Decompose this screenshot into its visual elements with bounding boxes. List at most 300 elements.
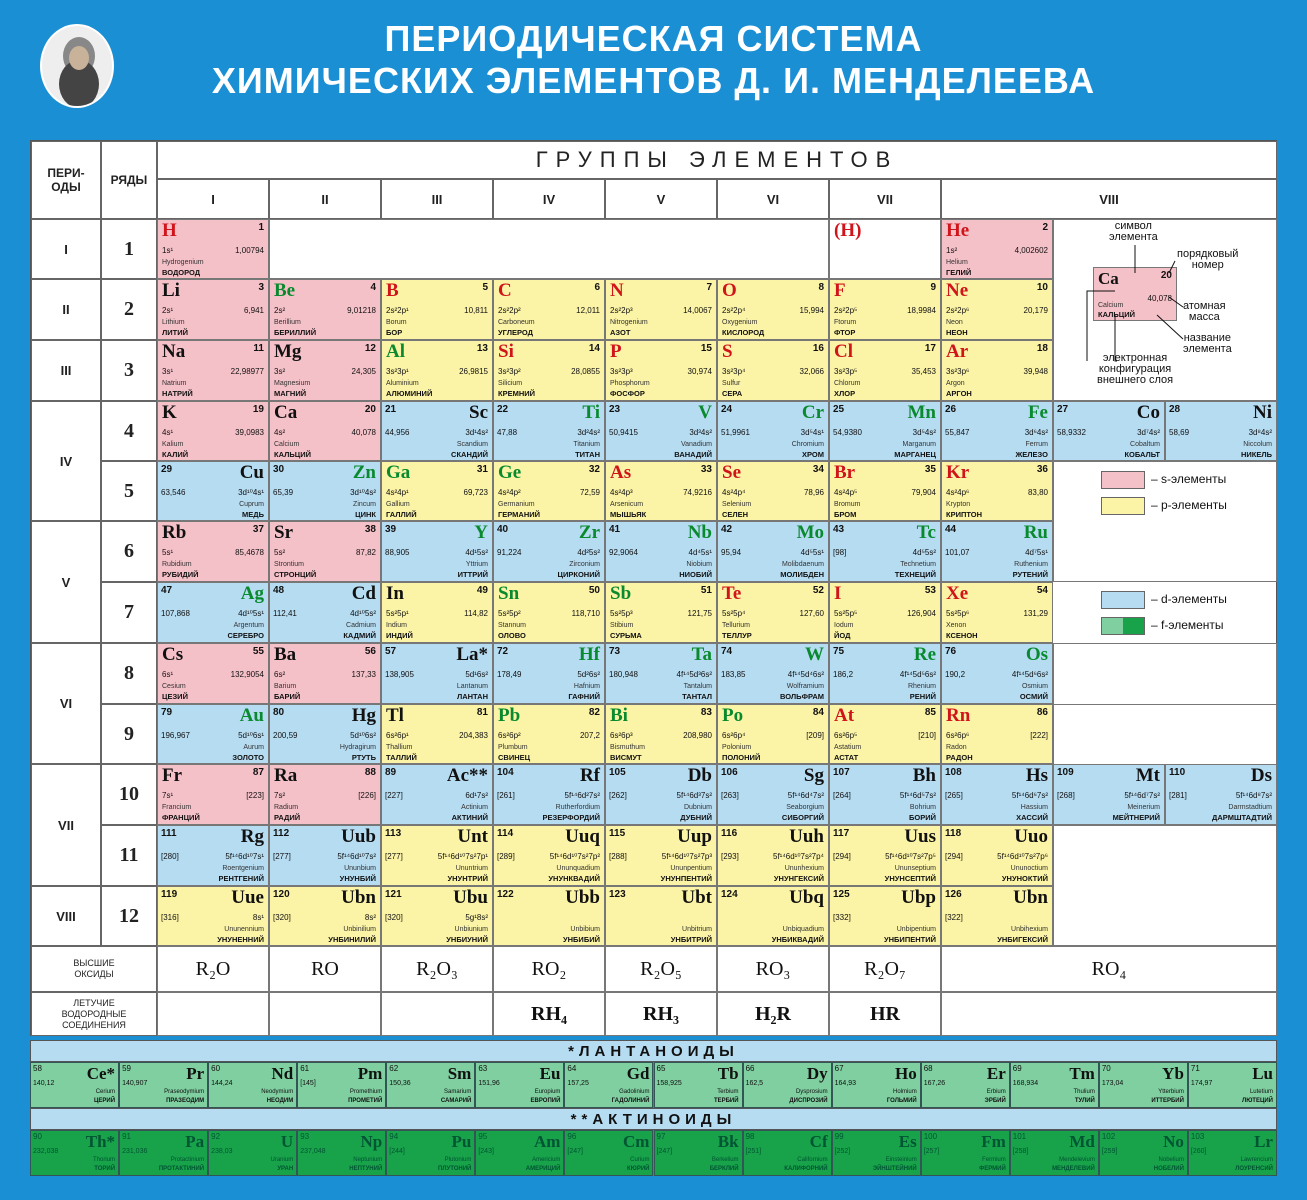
russian-name: АЗОТ [610, 328, 631, 337]
atomic-mass: [262] [609, 791, 627, 800]
period-label: III [31, 340, 101, 401]
element-p [605, 340, 717, 401]
element-symbol: Zn [352, 462, 376, 483]
russian-name: УНБИНИЛИЙ [328, 935, 376, 944]
f-latin: Ytterbium [1158, 1089, 1184, 1095]
element-mt [1053, 764, 1165, 825]
f-latin: Fermium [982, 1157, 1006, 1163]
latin-name: Berillium [274, 319, 301, 326]
russian-name: ВОДОРОД [162, 268, 201, 277]
latin-name: Marganum [902, 441, 936, 448]
element-symbol: Hg [351, 705, 376, 726]
russian-name: ХРОМ [802, 450, 824, 459]
atomic-number: 44 [945, 524, 957, 535]
russian-name: УНБИПЕНТИЙ [883, 935, 936, 944]
latin-name: Magnesium [274, 380, 311, 387]
electron-config: 5f¹⁴6d¹⁰7s² [337, 852, 376, 861]
element-ubt [605, 886, 717, 946]
atomic-number: 14 [588, 343, 600, 354]
atomic-number: 24 [721, 404, 733, 415]
electron-config: 1s¹ [162, 246, 174, 255]
latin-name: Strontium [274, 561, 304, 568]
atomic-number: 83 [700, 707, 712, 718]
row-label: 7 [101, 582, 157, 643]
f-mass: 237,048 [300, 1148, 326, 1155]
f-mass: 144,24 [211, 1080, 233, 1087]
atomic-mass: 132,9054 [230, 670, 264, 679]
atomic-number: 48 [273, 585, 285, 596]
period-label: VII [31, 764, 101, 886]
lanthanide-pr [119, 1062, 208, 1108]
element-br [829, 461, 941, 521]
electron-config: 5s¹ [162, 548, 174, 557]
latin-name: Lithium [162, 319, 185, 326]
electron-config: 5f¹⁴6d⁵7s² [899, 791, 936, 800]
legend-text-s: – s-элементы [1151, 472, 1227, 486]
f-russian: ПЛУТОНИЙ [437, 1166, 472, 1172]
f-number: 63 [478, 1064, 488, 1073]
atomic-number: 84 [812, 707, 824, 718]
atomic-number: 16 [812, 343, 824, 354]
atomic-mass: 127,60 [799, 609, 824, 618]
element-symbol: Rf [579, 765, 600, 786]
element-n [605, 279, 717, 340]
electron-config: 4d⁴5s¹ [688, 548, 712, 557]
latin-name: Nitrogenium [610, 319, 648, 326]
f-symbol: Fm [981, 1132, 1006, 1151]
russian-name: ЖЕЛЕЗО [1015, 450, 1048, 459]
atomic-mass: 6,941 [243, 306, 264, 315]
f-mass: [145] [300, 1080, 316, 1087]
atomic-number: 27 [1057, 404, 1069, 415]
element-symbol: Ds [1250, 765, 1272, 786]
russian-name: КАДМИЙ [343, 631, 376, 640]
atomic-number: 26 [945, 404, 957, 415]
element-ubn [941, 886, 1053, 946]
russian-name: ГЕРМАНИЙ [498, 510, 541, 519]
element-v [605, 401, 717, 461]
element-cl [829, 340, 941, 401]
f-symbol: Cf [809, 1132, 828, 1151]
russian-name: ХАССИЙ [1016, 813, 1048, 822]
element-symbol: Ag [240, 583, 264, 604]
legend-example [1057, 221, 1275, 399]
f-latin: Dysprosium [795, 1089, 828, 1095]
element-symbol: Ru [1023, 522, 1048, 543]
electron-config: 5s² [274, 548, 286, 557]
atomic-mass: [320] [385, 913, 403, 922]
element-i [829, 582, 941, 643]
actinides-title: **АКТИНОИДЫ [30, 1108, 1277, 1130]
latin-name: Cuprum [239, 501, 264, 508]
element-he [941, 219, 1053, 279]
electron-config: 5d¹6s² [465, 670, 488, 679]
atomic-number: 80 [273, 707, 285, 718]
atomic-number: 33 [700, 464, 712, 475]
latin-name: Oxygenium [722, 319, 758, 326]
russian-name: РТУТЬ [351, 753, 376, 762]
atomic-number: 50 [588, 585, 600, 596]
atomic-number: 38 [364, 524, 376, 535]
russian-name: ФРАНЦИЙ [162, 813, 200, 822]
latin-name: Silicium [498, 380, 523, 387]
f-russian: ПРОМЕТИЙ [348, 1098, 383, 1104]
electron-config: 7s¹ [162, 791, 174, 800]
f-mass: 232,038 [33, 1148, 59, 1155]
higher-oxide-3: R₂O₃ [381, 946, 493, 992]
atomic-number: 12 [364, 343, 376, 354]
russian-name: НИКЕЛЬ [1240, 450, 1272, 459]
latin-name: Titanium [573, 441, 600, 448]
electron-config: 2s¹ [162, 306, 174, 315]
element-s [717, 340, 829, 401]
atomic-number: 86 [1036, 707, 1048, 718]
f-russian: КЮРИЙ [627, 1166, 650, 1172]
russian-name: СИБОРГИЙ [781, 813, 824, 822]
electron-config: 2s²2p² [498, 306, 521, 315]
russian-name: ПОЛОНИЙ [722, 753, 761, 762]
element-symbol: Ta [691, 644, 712, 665]
hydride-3 [381, 992, 493, 1036]
element-symbol: Pb [498, 705, 521, 726]
atomic-number: 106 [721, 767, 738, 778]
element-rf [493, 764, 605, 825]
russian-name: КСЕНОН [946, 631, 978, 640]
atomic-number: 39 [385, 524, 397, 535]
latin-name: Unbihexium [1011, 926, 1048, 933]
element-nb [605, 521, 717, 582]
electron-config: 4d⁵5s¹ [800, 548, 824, 557]
atomic-mass: 196,967 [161, 731, 190, 740]
russian-name: БАРИЙ [274, 692, 301, 701]
f-russian: ДИСПРОЗИЙ [789, 1098, 828, 1104]
electron-config: 5f¹⁴6d¹⁰7s²7p² [549, 852, 600, 861]
f-mass: [257] [923, 1148, 940, 1155]
actinide-am [475, 1130, 564, 1176]
element-symbol: Tl [386, 705, 404, 726]
latin-name: Rhenium [907, 683, 936, 690]
atomic-mass: 22,98977 [230, 367, 264, 376]
russian-name: БЕРИЛЛИЙ [274, 328, 317, 337]
electron-config: 2s²2p⁵ [834, 306, 858, 315]
atomic-mass: 83,80 [1027, 488, 1048, 497]
latin-name: Niobium [686, 561, 712, 568]
latin-name: Seaborgium [786, 804, 824, 811]
atomic-mass: 72,59 [579, 488, 600, 497]
latin-name: Hydragirum [339, 744, 376, 751]
element-symbol: Ga [386, 462, 411, 483]
f-number: 60 [211, 1064, 221, 1073]
atomic-mass: 50,9415 [609, 428, 638, 437]
latin-name: Calcium [274, 441, 300, 448]
atomic-number: 9 [930, 282, 936, 293]
actinide-pa [119, 1130, 208, 1176]
element-symbol: Zr [578, 522, 600, 543]
element-symbol: Ubn [341, 887, 376, 908]
lanthanide-yb [1099, 1062, 1188, 1108]
electron-config: 5f¹⁴6d¹⁰7s²7p⁶ [997, 852, 1048, 861]
f-number: 62 [389, 1064, 399, 1073]
element-symbol: Co [1136, 402, 1160, 423]
atomic-number: 10 [1036, 282, 1048, 293]
russian-name: РАДОН [946, 753, 973, 762]
latin-name: Iodum [834, 622, 854, 629]
latin-name: Aurum [243, 744, 264, 751]
latin-name: Zirconium [569, 561, 600, 568]
electron-config: 6s¹ [162, 670, 174, 679]
atomic-mass: [289] [497, 852, 515, 861]
electron-config: 5s²5p⁶ [946, 609, 970, 618]
latin-name: Germanium [498, 501, 535, 508]
f-symbol: Th* [85, 1132, 116, 1151]
atomic-number: 118 [945, 828, 962, 839]
atomic-mass: 14,0067 [683, 306, 712, 315]
electron-config: 5s²5p⁴ [722, 609, 746, 618]
atomic-number: 123 [609, 889, 626, 900]
higher-oxide-5: R₂O₅ [605, 946, 717, 992]
electron-config: 3s² [274, 367, 286, 376]
atomic-mass: 190,2 [945, 670, 966, 679]
f-mass: 140,12 [33, 1080, 55, 1087]
f-russian: ПРОТАКТИНИЙ [158, 1166, 205, 1172]
element-b [381, 279, 493, 340]
f-number: 94 [389, 1132, 399, 1141]
atomic-mass: 12,011 [576, 306, 600, 315]
element-rg [157, 825, 269, 886]
element-sn [493, 582, 605, 643]
atomic-number: 110 [1169, 767, 1186, 778]
latin-name: Ununpentium [670, 865, 712, 872]
atomic-mass: 55,847 [945, 428, 970, 437]
element-hs [941, 764, 1053, 825]
russian-name: СЕРА [722, 389, 743, 398]
electron-config: 3s²3p² [498, 367, 521, 376]
title-line-1: ПЕРИОДИЧЕСКАЯ СИСТЕМА [384, 18, 923, 59]
atomic-number: 15 [700, 343, 712, 354]
element-symbol: Unt [457, 826, 488, 847]
element-symbol: La* [456, 644, 488, 665]
periods-header: ПЕРИ- ОДЫ [31, 141, 101, 219]
atomic-mass: [210] [918, 731, 936, 740]
electron-config: 4s²4p² [498, 488, 521, 497]
russian-name: ИНДИЙ [386, 631, 413, 640]
element-symbol: Ba [274, 644, 297, 665]
latin-name: Ruthenium [1014, 561, 1048, 568]
atomic-mass: 92,9064 [609, 548, 638, 557]
hydride-8 [941, 992, 1277, 1036]
actinide-cm [564, 1130, 653, 1176]
element-tc [829, 521, 941, 582]
electron-config: 6s² [274, 670, 286, 679]
russian-name: МЕДЬ [242, 510, 264, 519]
f-symbol: Ce* [86, 1064, 116, 1083]
f-russian: ЕВРОПИЙ [530, 1098, 561, 1104]
f-number: 61 [300, 1064, 310, 1073]
latin-name: Ununhexium [784, 865, 824, 872]
russian-name: УНУНЕННИЙ [217, 935, 264, 944]
element-symbol: Bi [610, 705, 628, 726]
element-ru [941, 521, 1053, 582]
legend-text-p: – p-элементы [1151, 498, 1227, 512]
atomic-mass: 208,980 [683, 731, 712, 740]
element-fe [941, 401, 1053, 461]
latin-name: Cesium [162, 683, 186, 690]
russian-name: УНУНКВАДИЙ [548, 874, 600, 883]
legend-example-mass: 40,078 [1147, 294, 1172, 303]
f-number: 102 [1101, 1132, 1116, 1141]
f-symbol: Eu [539, 1064, 561, 1083]
latin-name: Indium [386, 622, 408, 629]
f-mass: 140,907 [122, 1080, 148, 1087]
f-latin: Promethium [349, 1089, 383, 1095]
element-symbol: Re [913, 644, 936, 665]
electron-config: 5s²5p¹ [386, 609, 409, 618]
group-number-7: VII [829, 179, 941, 219]
groups-header: ГРУППЫ ЭЛЕМЕНТОВ [157, 141, 1277, 179]
element-symbol: S [722, 341, 733, 362]
element-symbol: Ubu [453, 887, 488, 908]
group-number-4: IV [493, 179, 605, 219]
element-c [493, 279, 605, 340]
element-os [941, 643, 1053, 704]
atomic-number: 52 [812, 585, 824, 596]
atomic-mass: 78,96 [803, 488, 824, 497]
legend-pointers [1057, 221, 1275, 399]
f-symbol: Am [533, 1132, 561, 1151]
latin-name: Rutherfordium [555, 804, 600, 811]
f-number: 59 [122, 1064, 131, 1073]
f-mass: 157,25 [567, 1080, 589, 1087]
russian-name: ГАЛЛИЙ [386, 510, 417, 519]
atomic-number: 57 [385, 646, 397, 657]
atomic-mass: [293] [721, 852, 739, 861]
element-ar [941, 340, 1053, 401]
f-symbol: Pu [451, 1132, 472, 1151]
f-russian: ПРАЗЕОДИМ [166, 1098, 205, 1104]
electron-config: 7s² [274, 791, 286, 800]
atomic-number: 34 [812, 464, 824, 475]
atomic-number: 104 [497, 767, 514, 778]
element-ds [1165, 764, 1277, 825]
legend-example-number: 20 [1160, 270, 1172, 281]
atomic-number: 2 [1042, 222, 1048, 233]
latin-name: Thallium [386, 744, 413, 751]
f-russian: ТУЛИЙ [1074, 1098, 1095, 1104]
electron-config: 3s²3p⁶ [946, 367, 970, 376]
element-hf [493, 643, 605, 704]
latin-name: Kalium [162, 441, 184, 448]
russian-name: СКАНДИЙ [451, 450, 488, 459]
latin-name: Roentgenium [222, 865, 264, 872]
electron-config: 3s²3p⁵ [834, 367, 858, 376]
atomic-number: 122 [497, 889, 514, 900]
atomic-mass: 138,905 [385, 670, 414, 679]
electron-config: 3d¹4s² [465, 428, 488, 437]
element-symbol: Bh [912, 765, 936, 786]
actinide-cf [743, 1130, 832, 1176]
electron-config: 4s²4p⁴ [722, 488, 746, 497]
f-number: 99 [834, 1132, 844, 1141]
element-symbol: Ca [274, 402, 298, 423]
atomic-mass: 35,453 [911, 367, 936, 376]
f-latin: Uranium [270, 1157, 294, 1163]
atomic-number: 112 [273, 828, 290, 839]
element-ubn [269, 886, 381, 946]
russian-name: УНБИУНИЙ [446, 935, 488, 944]
russian-name: КИСЛОРОД [722, 328, 765, 337]
atomic-mass: 28,0855 [571, 367, 600, 376]
russian-name: ДУБНИЙ [680, 813, 712, 822]
russian-name: ОСМИЙ [1019, 692, 1048, 701]
f-russian: ИТТЕРБИЙ [1151, 1098, 1184, 1104]
atomic-number: 40 [497, 524, 509, 535]
element-ba [269, 643, 381, 704]
element-symbol: Sc [469, 402, 488, 423]
f-number: 69 [1012, 1064, 1022, 1073]
electron-config: 2s²2p⁴ [722, 306, 746, 315]
russian-name: ХЛОР [834, 389, 856, 398]
element-kr [941, 461, 1053, 521]
f-mass: 162,5 [745, 1080, 764, 1087]
atomic-number: 29 [161, 464, 173, 475]
element-symbol: Xe [946, 583, 969, 604]
electron-config: 4d¹5s² [465, 548, 488, 557]
lanthanide-pm [297, 1062, 386, 1108]
electron-config: 3d⁵4s² [912, 428, 936, 437]
atomic-number: 51 [700, 585, 712, 596]
f-mass: 231,036 [122, 1148, 148, 1155]
f-number: 97 [656, 1132, 666, 1141]
electron-config: 5f¹⁴6d⁸7s² [1235, 791, 1272, 800]
russian-name: УНУНСЕПТИЙ [884, 874, 936, 883]
atomic-mass: 200,59 [273, 731, 298, 740]
atomic-mass: 118,710 [571, 609, 600, 618]
russian-name: ГАФНИЙ [568, 692, 600, 701]
element-symbol: He [946, 220, 970, 241]
atomic-mass: 10,811 [464, 306, 488, 315]
lanthanide-er [921, 1062, 1010, 1108]
electron-config: 4d⁵5s² [912, 548, 936, 557]
element-symbol: N [610, 280, 624, 301]
russian-name: МОЛИБДЕН [780, 570, 824, 579]
electron-config: 5f¹⁴6d¹⁰7s²7p¹ [437, 852, 488, 861]
atomic-mass: 39,948 [1023, 367, 1048, 376]
latin-name: Rubidium [162, 561, 192, 568]
latin-name: Lantanum [456, 683, 488, 690]
russian-name: СЕЛЕН [722, 510, 749, 519]
russian-name: БРОМ [834, 510, 857, 519]
element-f [829, 279, 941, 340]
lanthanide-ho [832, 1062, 921, 1108]
electron-config: 5s²5p⁵ [834, 609, 858, 618]
hydride-2 [269, 992, 381, 1036]
f-mass: 174,97 [1190, 1080, 1213, 1087]
atomic-mass: 32,066 [799, 367, 824, 376]
latin-name: Wolframium [786, 683, 824, 690]
electron-config: 4s²4p³ [610, 488, 633, 497]
group-number-5: V [605, 179, 717, 219]
f-number: 71 [1190, 1064, 1200, 1073]
f-russian: НОБЕЛИЙ [1153, 1166, 1184, 1172]
atomic-mass: 63,546 [161, 488, 186, 497]
atomic-mass: [98] [833, 548, 847, 557]
hydride-4: RH₄ [493, 992, 605, 1036]
row-label: 11 [101, 825, 157, 886]
russian-name: РЕНТГЕНИЙ [218, 874, 264, 883]
atomic-number: 32 [588, 464, 600, 475]
russian-name: ВОЛЬФРАМ [780, 692, 824, 701]
f-mass: 158,925 [656, 1080, 682, 1087]
